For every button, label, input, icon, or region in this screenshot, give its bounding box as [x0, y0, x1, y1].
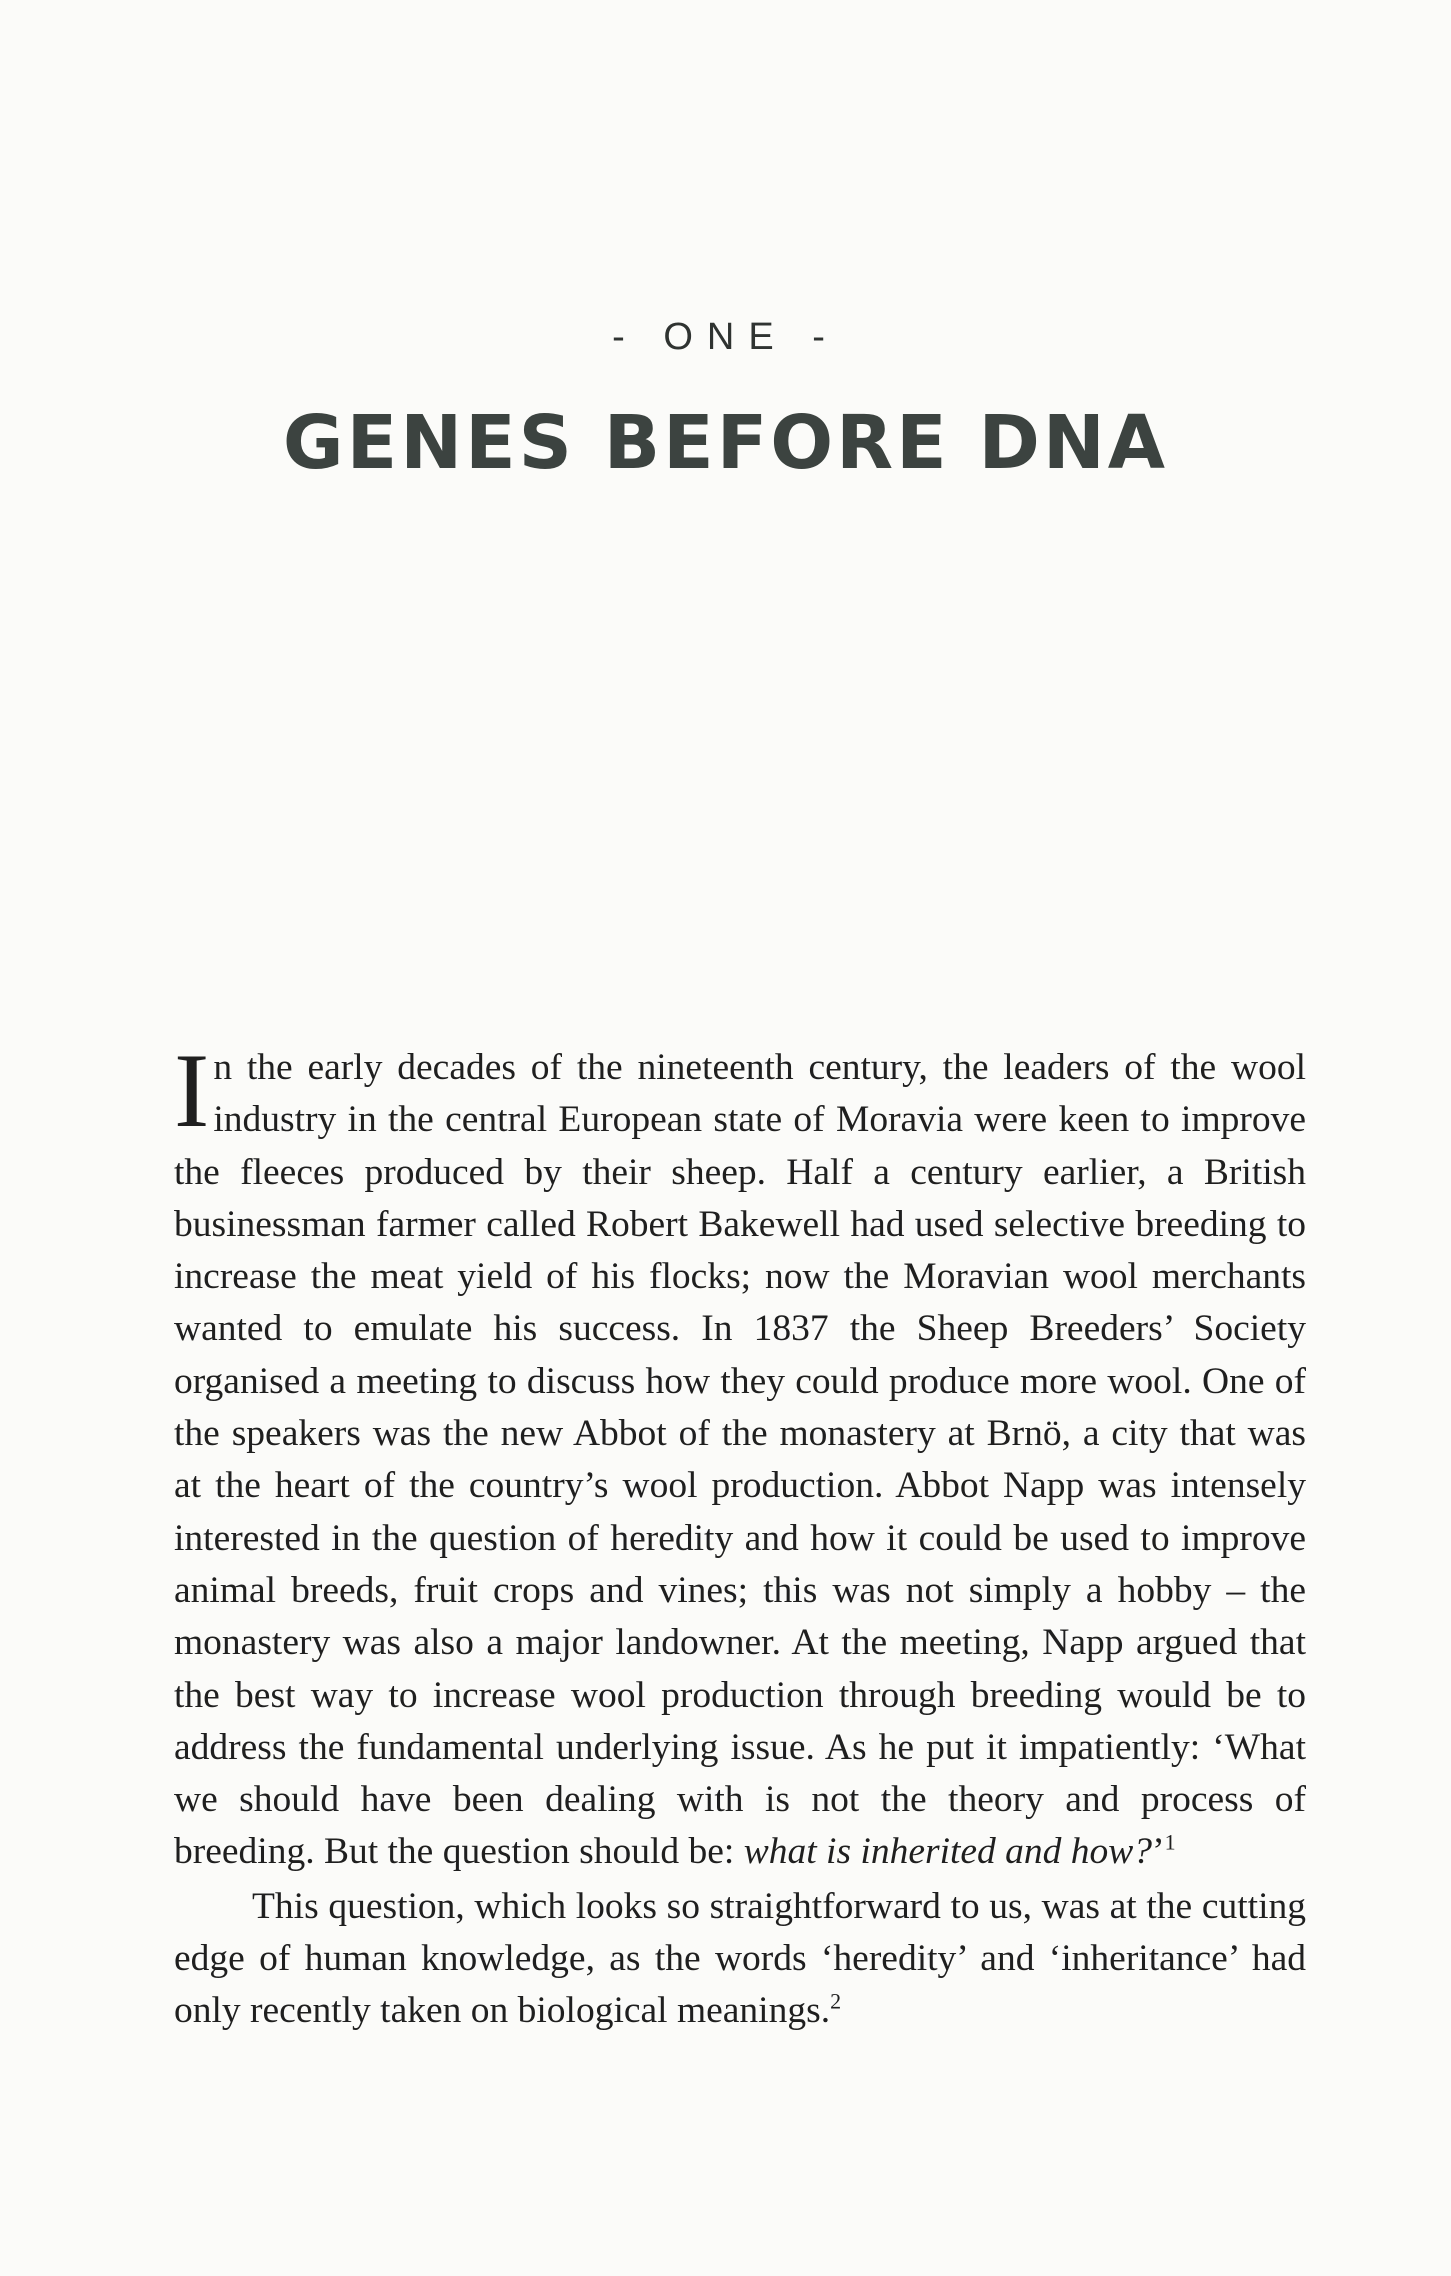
closing-quote: ’: [1152, 1831, 1165, 1873]
paragraph-first: [174, 1032, 1306, 1879]
footnote-marker-2: 2: [830, 1988, 842, 2014]
footnote-marker-1: 1: [1164, 1829, 1176, 1855]
body-text: [174, 1032, 1306, 2038]
chapter-title: GENES BEFORE DNA: [282, 400, 1169, 486]
paragraph-first-text: In the early decades of the nineteenth century, the leaders of the wool industry in the central European state of Moravia were keen to improve the fleeces produced by their sheep. Half a century earlier, a British businessman farmer called Robert Bakewell had used selective breeding to increase the meat yield of his flocks; now the Moravian wool merchants wanted to emulate his success. In 1837 the Sheep Breeders’ Society organised a meeting to discuss how they could produce more wool. One of the speakers was the new Abbot of the monastery at Brnö, a city that was at the heart of the country’s wool production. Abbot Napp was intensely interested in the question of heredity and how it could be used to improve animal breeds, fruit crops and vines; this was not simply a hobby – the monastery was also a major landowner. At the meeting, Napp argued that the best way to increase wool production through breeding would be to address the fundamental underlying issue. As he put it impatiently: ‘What we should have been dealing with is not the theory and process of breeding. But the question should be:: [174, 1032, 1306, 1873]
paragraph-second-text: This question, which looks so straightforward to us, was at the cutting edge of human knowledge, as the words ‘heredity’ and ‘inheritance’ had only recently taken on biological meanings.: [174, 1885, 1306, 2032]
italic-quote: what is inherited and how?: [743, 1831, 1153, 1873]
paragraph-second: [174, 1881, 1306, 2038]
chapter-number: - ONE -: [612, 316, 839, 358]
